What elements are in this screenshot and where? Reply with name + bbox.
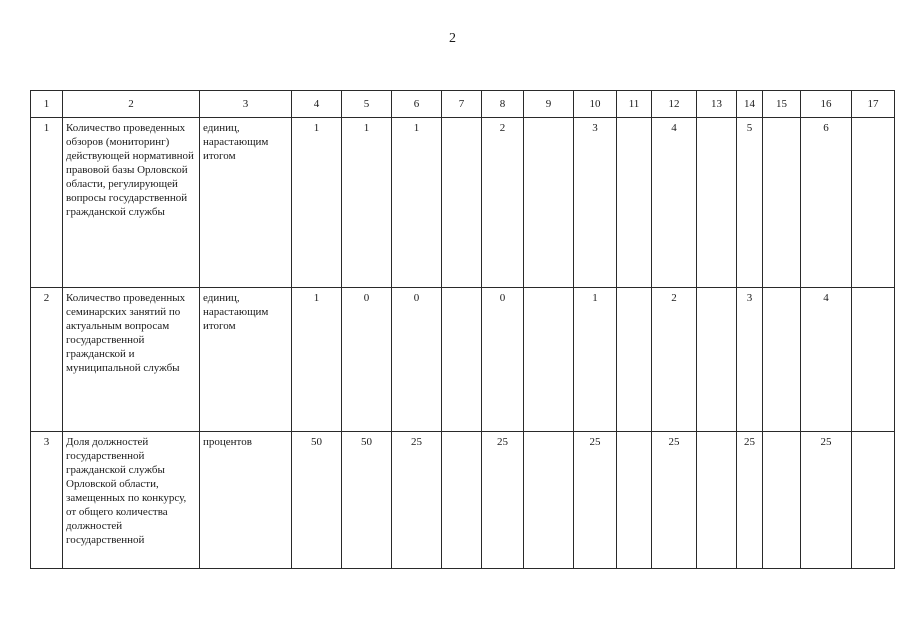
value-cell <box>617 118 652 288</box>
value-cell <box>763 288 801 432</box>
column-header: 13 <box>697 91 737 118</box>
value-cell <box>852 118 895 288</box>
value-cell: 1 <box>574 288 617 432</box>
value-cell <box>763 432 801 569</box>
column-header: 10 <box>574 91 617 118</box>
value-cell: 0 <box>482 288 524 432</box>
column-header: 17 <box>852 91 895 118</box>
column-header: 9 <box>524 91 574 118</box>
table-header-row <box>31 91 895 118</box>
row-number: 3 <box>31 432 63 569</box>
value-cell: 0 <box>392 288 442 432</box>
row-number: 2 <box>31 288 63 432</box>
column-header: 15 <box>763 91 801 118</box>
value-cell: 1 <box>292 118 342 288</box>
value-cell <box>617 288 652 432</box>
value-cell: 25 <box>392 432 442 569</box>
value-cell <box>763 118 801 288</box>
indicators-table <box>30 90 895 569</box>
column-header: 12 <box>652 91 697 118</box>
value-cell <box>524 432 574 569</box>
value-cell: 3 <box>574 118 617 288</box>
column-header: 8 <box>482 91 524 118</box>
column-header: 6 <box>392 91 442 118</box>
value-cell: 25 <box>482 432 524 569</box>
table-row <box>31 432 895 569</box>
value-cell: 25 <box>574 432 617 569</box>
unit-of-measure: единиц, нарастающим итогом <box>200 118 292 288</box>
indicator-name: Доля должностей государственной гражданской службы Орловской области, замещенных по конкурсу, от общего количества должностей государственной <box>63 432 200 569</box>
value-cell: 4 <box>652 118 697 288</box>
value-cell: 1 <box>292 288 342 432</box>
table-row <box>31 288 895 432</box>
unit-of-measure: процентов <box>200 432 292 569</box>
value-cell: 2 <box>482 118 524 288</box>
value-cell <box>524 288 574 432</box>
column-header: 1 <box>31 91 63 118</box>
value-cell: 1 <box>392 118 442 288</box>
column-header: 3 <box>200 91 292 118</box>
value-cell: 50 <box>292 432 342 569</box>
page-number: 2 <box>449 31 456 46</box>
value-cell <box>697 432 737 569</box>
value-cell <box>852 288 895 432</box>
column-header: 4 <box>292 91 342 118</box>
value-cell <box>697 288 737 432</box>
column-header: 11 <box>617 91 652 118</box>
column-header: 14 <box>737 91 763 118</box>
value-cell: 50 <box>342 432 392 569</box>
row-number: 1 <box>31 118 63 288</box>
value-cell <box>617 432 652 569</box>
indicator-name: Количество проведенных семинарских занятий по актуальным вопросам государственной гражданской и муниципальной службы <box>63 288 200 432</box>
value-cell <box>852 432 895 569</box>
value-cell <box>442 288 482 432</box>
value-cell: 1 <box>342 118 392 288</box>
value-cell <box>524 118 574 288</box>
value-cell: 2 <box>652 288 697 432</box>
value-cell: 3 <box>737 288 763 432</box>
column-header: 2 <box>63 91 200 118</box>
value-cell: 4 <box>801 288 852 432</box>
value-cell: 25 <box>737 432 763 569</box>
column-header: 5 <box>342 91 392 118</box>
column-header: 16 <box>801 91 852 118</box>
column-header: 7 <box>442 91 482 118</box>
indicator-name: Количество проведенных обзоров (мониторинг) действующей нормативной правовой базы Орловской области, регулирующей вопросы государственной гражданской службы <box>63 118 200 288</box>
value-cell <box>442 118 482 288</box>
unit-of-measure: единиц, нарастающим итогом <box>200 288 292 432</box>
value-cell: 6 <box>801 118 852 288</box>
value-cell <box>697 118 737 288</box>
table-row <box>31 118 895 288</box>
value-cell: 5 <box>737 118 763 288</box>
value-cell: 25 <box>652 432 697 569</box>
value-cell <box>442 432 482 569</box>
value-cell: 0 <box>342 288 392 432</box>
value-cell: 25 <box>801 432 852 569</box>
